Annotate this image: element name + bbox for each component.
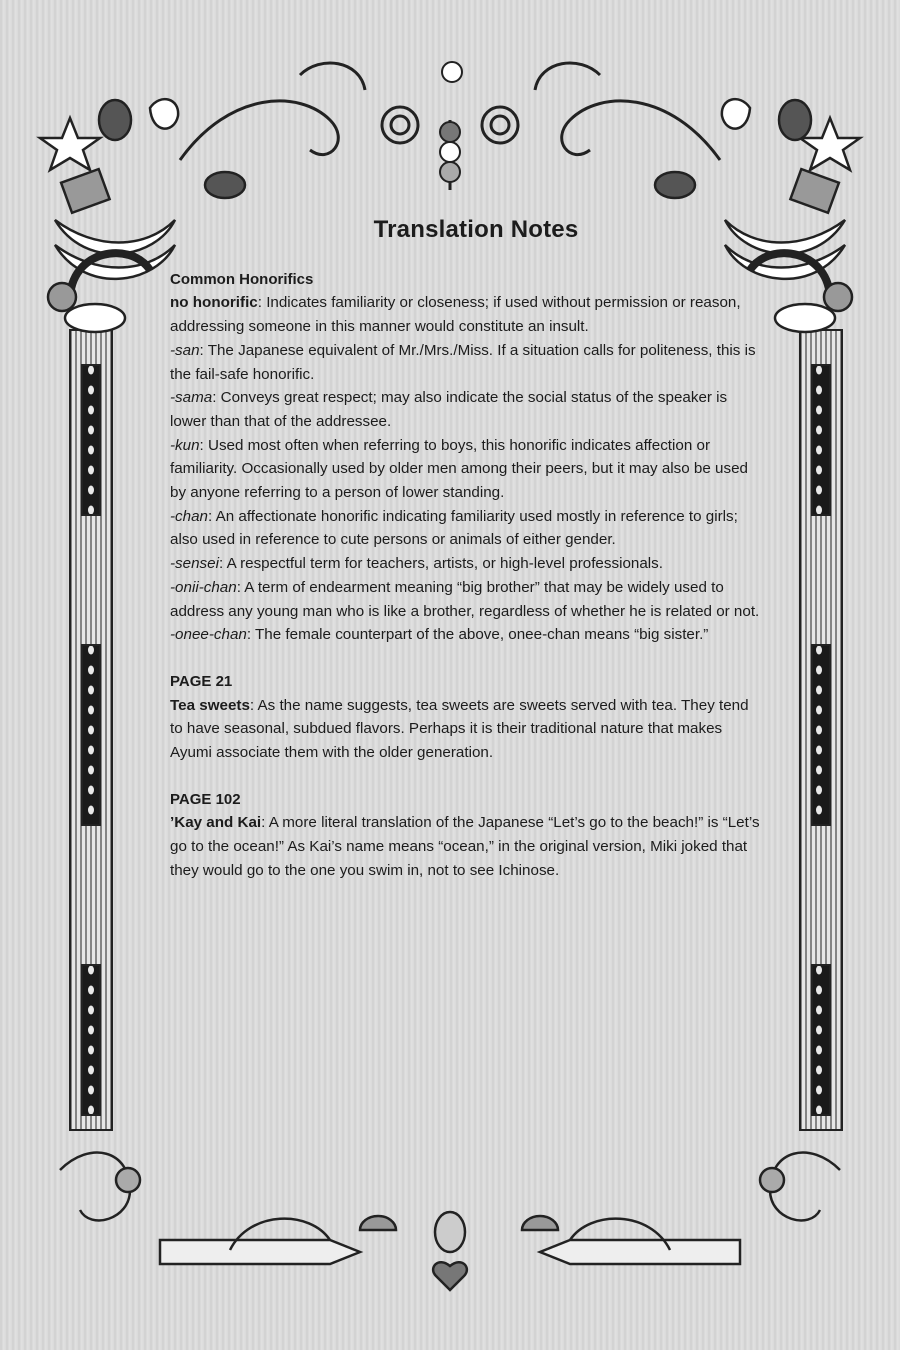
umbrella-icon: [360, 1216, 396, 1230]
section-heading: PAGE 21: [170, 672, 233, 690]
note-entry: [170, 434, 760, 505]
section-page-102: [170, 788, 760, 883]
left-pillar: [70, 330, 112, 1130]
note-text: : The Japanese equivalent of Mr./Mrs./Miss. If a situation calls for politeness, this is the fail-safe honorific.: [170, 341, 756, 383]
note-entry: [170, 386, 760, 433]
note-entry: [170, 552, 760, 576]
egg-icon: [435, 1212, 465, 1252]
note-text: : Indicates familiarity or closeness; if used without permission or reason, addressing someone in this manner would constitute an insult.: [170, 294, 741, 336]
umbrella-icon: [522, 1216, 558, 1230]
sun-icon: [48, 283, 76, 311]
section-heading: PAGE 102: [170, 790, 241, 808]
heart-icon: [433, 1262, 467, 1290]
book-icon: [61, 169, 110, 213]
note-entry: [170, 291, 760, 338]
strawberry-icon: [99, 100, 131, 140]
section-page-21: [170, 670, 760, 765]
button-icon: [116, 1168, 140, 1192]
note-term: Tea sweets: [170, 696, 250, 714]
dot-strip: [812, 965, 830, 1115]
right-pillar: [800, 330, 842, 1130]
cherry-blossom-icon: [442, 62, 462, 82]
note-term: -onee-chan: [170, 626, 247, 644]
cloud-icon: [775, 304, 835, 332]
note-entry: [170, 505, 760, 552]
book-icon: [790, 169, 839, 213]
pencil-icon: [540, 1240, 740, 1264]
dot-strip: [812, 365, 830, 515]
sun-icon: [824, 283, 852, 311]
cloud-icon: [65, 304, 125, 332]
note-term: -sama: [170, 389, 213, 407]
dot-strip: [82, 965, 100, 1115]
note-text: : Conveys great respect; may also indicate the social status of the speaker is lower than that of the addressee.: [170, 389, 728, 430]
note-text: : A more literal translation of the Japanese “Let’s go to the beach!” is “Let’s go to the ocean!” As Kai’s name means “ocean,” in the original version, Miki joked that they would go to the one you swim in, not to see Ichinose.: [170, 814, 760, 879]
strawberry-icon: [779, 100, 811, 140]
button-icon: [760, 1168, 784, 1192]
note-entry: [170, 576, 760, 623]
pencil-icon: [160, 1240, 360, 1264]
note-term: no honorific: [170, 294, 258, 312]
bottom-ornament: [60, 1153, 840, 1290]
star-icon: [40, 118, 100, 170]
dot-strip: [82, 365, 100, 515]
dango-icon: [440, 122, 460, 182]
note-term: -chan: [170, 507, 208, 525]
note-text: : A term of endearment meaning “big brother” that may be widely used to address any young man who is like a brother, regardless of whether he is related or not.: [170, 578, 760, 620]
translation-notes-content: [170, 218, 760, 883]
note-term: -onii-chan: [170, 578, 237, 596]
bird-icon: [722, 99, 750, 128]
note-entry: [170, 694, 760, 765]
note-entry: [170, 811, 760, 882]
note-term: -san: [170, 341, 200, 359]
page-title: Translation Notes: [373, 216, 579, 243]
manju-icon: [205, 172, 245, 198]
dot-strip: [812, 645, 830, 825]
note-text: : Used most often when referring to boys, this honorific indicates affection or familiarity. Occasionally used by older men among their peers, but it may also be used by anyone referring to a person of lower standing.: [170, 436, 748, 502]
dot-strip: [82, 645, 100, 825]
note-text: : An affectionate honorific indicating familiarity used mostly in reference to girls; also used in reference to cute persons or animals of either gender.: [170, 507, 738, 549]
note-text: : A respectful term for teachers, artists, or high-level professionals.: [218, 555, 663, 573]
note-term: -kun: [170, 436, 200, 454]
note-entry: [170, 339, 760, 386]
note-term: ’Kay and Kai: [170, 814, 262, 832]
banana-icon: [55, 220, 175, 254]
note-entry: [170, 623, 760, 647]
note-text: : As the name suggests, tea sweets are sweets served with tea. They tend to have seasonal, subdued flavors. Perhaps it is their traditional nature that makes Ayumi associate them with the older generation.: [170, 696, 749, 762]
section-heading: Common Honorifics: [170, 270, 314, 288]
note-text: : The female counterpart of the above, onee-chan means “big sister.”: [246, 626, 709, 644]
note-term: -sensei: [170, 555, 219, 573]
section-honorifics: [170, 268, 760, 647]
bird-icon: [150, 99, 178, 128]
manju-icon: [655, 172, 695, 198]
